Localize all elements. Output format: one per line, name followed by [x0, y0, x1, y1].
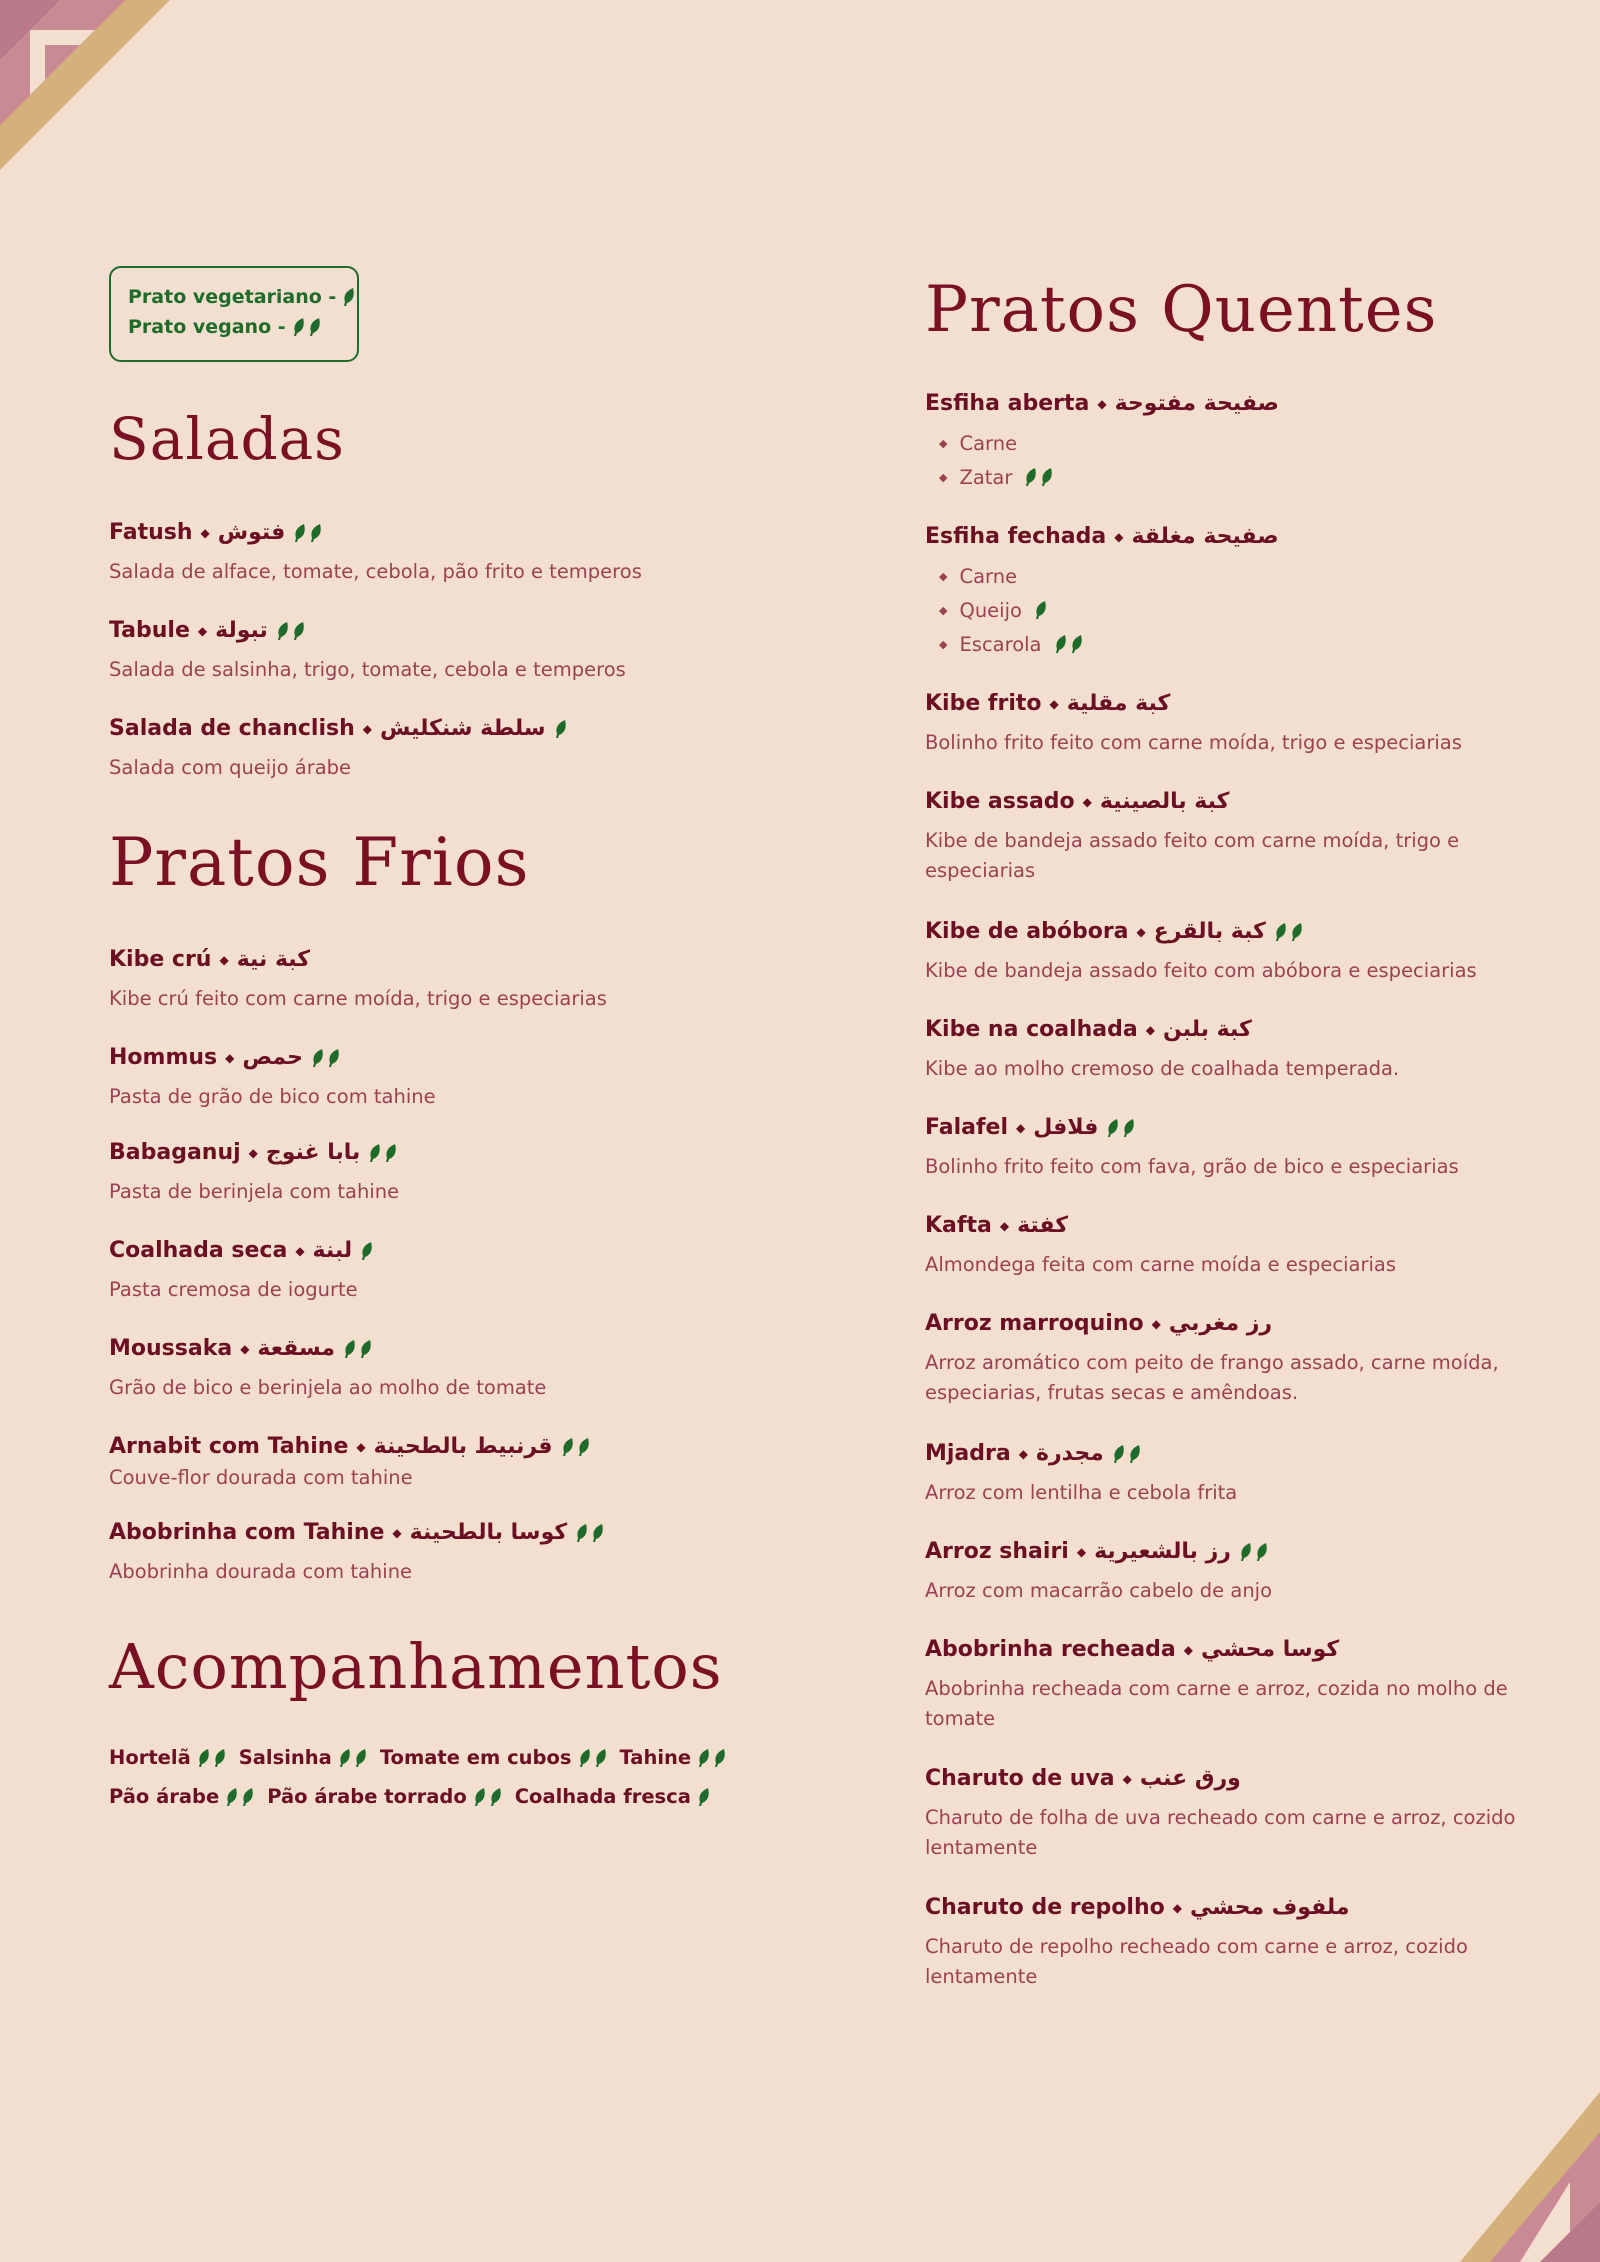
leaf-icons: [1106, 1118, 1136, 1138]
item-name: Tabule: [109, 618, 190, 643]
item-arabic-name: ورق عنب: [1139, 1766, 1241, 1791]
item-name: Mjadra: [925, 1441, 1011, 1466]
item-arabic-name: رز مغربي: [1168, 1311, 1273, 1336]
separator-diamond-icon: ◆: [1136, 925, 1146, 939]
variant-name: Zatar: [959, 465, 1013, 489]
leaf-icons: [697, 1748, 727, 1768]
separator-diamond-icon: ◆: [1183, 1643, 1193, 1657]
leaf-icon: [1024, 467, 1038, 487]
side-item: [109, 1746, 227, 1769]
legend-vegan-label: Prato vegano -: [128, 316, 286, 338]
item-name: Kibe assado: [925, 789, 1075, 814]
variant-name: Carne: [959, 431, 1018, 455]
variant-item: [939, 559, 1525, 593]
item-header: [109, 519, 809, 547]
legend-vegan: [128, 312, 357, 342]
item-header: [109, 1044, 809, 1072]
section-title-acompanhamentos: Acompanhamentos: [109, 1630, 723, 1703]
item-arabic-name: كبة بلبن: [1162, 1017, 1252, 1042]
leaf-icon: [575, 1523, 589, 1543]
leaf-icons: [311, 1048, 341, 1068]
menu-item: [925, 1114, 1525, 1182]
menu-item: [109, 1044, 809, 1112]
menu-item: [925, 1310, 1525, 1408]
leaf-icon: [1040, 467, 1054, 487]
item-description: Charuto de folha de uva recheado com carne e arroz, cozido lentamente: [925, 1806, 1516, 1859]
item-arabic-name: ملفوف محشي: [1189, 1895, 1350, 1920]
menu-item: [109, 617, 809, 685]
item-header: [925, 1440, 1525, 1468]
leaf-icon: [1122, 1118, 1136, 1138]
leaf-icon: [1112, 1444, 1126, 1464]
separator-diamond-icon: ◆: [1122, 1772, 1132, 1786]
item-arabic-name: كبة نية: [236, 947, 311, 972]
menu-item: [925, 918, 1525, 986]
item-name: Kibe na coalhada: [925, 1017, 1138, 1042]
leaf-icon: [225, 1787, 239, 1807]
item-arabic-name: كبة بالقرع: [1153, 919, 1266, 944]
item-arabic-name: فتوش: [217, 520, 286, 545]
menu-item: [925, 1440, 1525, 1508]
item-description: Pasta cremosa de iogurte: [109, 1278, 358, 1301]
separator-diamond-icon: ◆: [356, 1440, 366, 1454]
item-name: Arroz shairi: [925, 1539, 1069, 1564]
separator-diamond-icon: ◆: [362, 722, 372, 736]
separator-diamond-icon: ◆: [1097, 397, 1107, 411]
leaf-icon: [384, 1143, 398, 1163]
leaf-icon: [327, 1048, 341, 1068]
leaf-icon: [1128, 1444, 1142, 1464]
separator-diamond-icon: ◆: [225, 1051, 235, 1065]
leaf-icons: [293, 523, 323, 543]
variant-name: Carne: [959, 564, 1018, 588]
item-arabic-name: حمص: [242, 1045, 303, 1070]
side-item-name: Hortelã: [109, 1746, 191, 1769]
side-item-name: Salsinha: [238, 1746, 332, 1769]
sides-row-1: [109, 1746, 727, 1769]
item-description: Salada de salsinha, trigo, tomate, cebola e temperos: [109, 658, 626, 681]
item-header: [925, 1538, 1525, 1566]
item-header: [925, 1765, 1525, 1793]
item-description: Salada com queijo árabe: [109, 756, 352, 779]
diet-legend: [109, 266, 359, 362]
leaf-icon: [342, 287, 356, 307]
item-arabic-name: بابا غنوج: [265, 1140, 361, 1165]
leaf-icons: [343, 1339, 373, 1359]
item-name: Coalhada seca: [109, 1238, 288, 1263]
leaf-icons: [197, 1748, 227, 1768]
item-arabic-name: كبة مقلية: [1066, 691, 1171, 716]
menu-item: [109, 1139, 809, 1207]
item-description: Abobrinha recheada com carne e arroz, cozida no molho de tomate: [925, 1677, 1508, 1730]
item-description: Arroz com lentilha e cebola frita: [925, 1481, 1238, 1504]
side-item: [380, 1746, 608, 1769]
leaf-icon: [591, 1523, 605, 1543]
leaf-icons: [342, 287, 356, 307]
leaf-icon: [292, 621, 306, 641]
separator-diamond-icon: ◆: [295, 1244, 305, 1258]
leaf-icon: [713, 1748, 727, 1768]
item-arabic-name: صفيحة مفتوحة: [1114, 391, 1279, 416]
variant-item: [939, 627, 1525, 661]
leaf-icon: [360, 1241, 374, 1261]
item-name: Charuto de uva: [925, 1766, 1115, 1791]
item-name: Kibe crú: [109, 947, 212, 972]
leaf-icon: [359, 1339, 373, 1359]
leaf-icons: [1112, 1444, 1142, 1464]
leaf-icon: [1274, 922, 1288, 942]
item-description: Arroz aromático com peito de frango assado, carne moída, especiarias, frutas secas e amêndoas.: [925, 1351, 1499, 1404]
separator-diamond-icon: ◆: [392, 1526, 402, 1540]
separator-diamond-icon: ◆: [1145, 1023, 1155, 1037]
corner-ornament-bottom-right: [1460, 2092, 1600, 2262]
variant-name: Queijo: [959, 598, 1022, 622]
leaf-icon: [1239, 1542, 1253, 1562]
leaf-icons: [578, 1748, 608, 1768]
side-item: [109, 1785, 255, 1808]
item-header: [925, 1114, 1525, 1142]
side-item: [620, 1746, 728, 1769]
item-arabic-name: كوسا بالطحينة: [409, 1520, 568, 1545]
variant-item: [939, 593, 1525, 627]
leaf-icon: [697, 1787, 711, 1807]
item-header: [925, 788, 1525, 816]
item-description: Charuto de repolho recheado com carne e arroz, cozido lentamente: [925, 1935, 1468, 1988]
item-description: Kibe de bandeja assado feito com carne moída, trigo e especiarias: [925, 829, 1460, 882]
item-name: Babaganuj: [109, 1140, 241, 1165]
menu-item-esfiha-aberta: [925, 390, 1525, 494]
leaf-icons: [473, 1787, 503, 1807]
leaf-icons: [368, 1143, 398, 1163]
item-description: Bolinho frito feito com fava, grão de bico e especiarias: [925, 1155, 1459, 1178]
item-description: Pasta de grão de bico com tahine: [109, 1085, 436, 1108]
item-header: [925, 690, 1525, 718]
item-description: Pasta de berinjela com tahine: [109, 1180, 400, 1203]
item-arabic-name: مسقعة: [257, 1336, 336, 1361]
leaf-icon: [308, 317, 322, 337]
item-description: Kibe ao molho cremoso de coalhada temperada.: [925, 1057, 1400, 1080]
leaf-icon: [197, 1748, 211, 1768]
item-header: [925, 1894, 1525, 1922]
menu-item: [109, 1237, 809, 1305]
leaf-icon: [594, 1748, 608, 1768]
separator-diamond-icon: ◆: [248, 1146, 258, 1160]
leaf-icons: [292, 317, 322, 337]
leaf-icon: [473, 1787, 487, 1807]
item-header: [925, 390, 1525, 418]
bullet-diamond-icon: ◆: [939, 637, 948, 651]
side-item: [267, 1785, 503, 1808]
leaf-icons: [360, 1241, 374, 1261]
item-name: Fatush: [109, 520, 193, 545]
section-title-pratos-quentes: Pratos Quentes: [925, 273, 1438, 347]
leaf-icon: [1255, 1542, 1269, 1562]
leaf-icon: [697, 1748, 711, 1768]
legend-vegetarian: [128, 282, 357, 312]
menu-item: [109, 519, 809, 587]
item-header: [925, 1310, 1525, 1338]
corner-ornament-top-left: [0, 0, 170, 170]
separator-diamond-icon: ◆: [219, 953, 229, 967]
item-arabic-name: سلطة شنكليش: [379, 716, 546, 741]
leaf-icon: [276, 621, 290, 641]
item-header: [925, 1636, 1525, 1664]
side-item-name: Pão árabe torrado: [267, 1785, 467, 1808]
leaf-icon: [577, 1437, 591, 1457]
leaf-icons: [1034, 600, 1048, 620]
leaf-icon: [293, 523, 307, 543]
item-description: Kibe crú feito com carne moída, trigo e especiarias: [109, 987, 607, 1010]
item-header: [109, 1519, 809, 1547]
leaf-icon: [561, 1437, 575, 1457]
separator-diamond-icon: ◆: [1151, 1317, 1161, 1331]
item-arabic-name: رز بالشعيرية: [1094, 1539, 1231, 1564]
leaf-icons: [1239, 1542, 1269, 1562]
leaf-icons: [338, 1748, 368, 1768]
leaf-icon: [1054, 634, 1068, 654]
variant-name: Escarola: [959, 632, 1042, 656]
menu-item: [925, 1765, 1525, 1863]
item-name: Charuto de repolho: [925, 1895, 1165, 1920]
leaf-icon: [343, 1339, 357, 1359]
item-header: [109, 617, 809, 645]
separator-diamond-icon: ◆: [1018, 1447, 1028, 1461]
item-name: Arroz marroquino: [925, 1311, 1144, 1336]
item-arabic-name: كفتة: [1017, 1213, 1069, 1238]
item-header: [109, 946, 809, 974]
item-name: Arnabit com Tahine: [109, 1434, 349, 1459]
item-description: Couve-flor dourada com tahine: [109, 1466, 413, 1489]
variant-item: [939, 426, 1525, 460]
separator-diamond-icon: ◆: [1049, 697, 1059, 711]
item-header: [925, 523, 1525, 551]
side-item: [239, 1746, 368, 1769]
item-description: Arroz com macarrão cabelo de anjo: [925, 1579, 1273, 1602]
leaf-icon: [489, 1787, 503, 1807]
menu-item: [925, 1016, 1525, 1084]
separator-diamond-icon: ◆: [240, 1342, 250, 1356]
separator-diamond-icon: ◆: [1016, 1121, 1026, 1135]
item-arabic-name: قرنبيط بالطحينة: [373, 1434, 553, 1459]
leaf-icons: [1054, 634, 1084, 654]
bullet-diamond-icon: ◆: [939, 603, 948, 617]
variant-item: [939, 460, 1525, 494]
item-header: [109, 1433, 809, 1461]
leaf-icon: [368, 1143, 382, 1163]
leaf-icon: [311, 1048, 325, 1068]
separator-diamond-icon: ◆: [1076, 1545, 1087, 1559]
item-arabic-name: صفيحة مغلقة: [1131, 524, 1279, 549]
item-name: Kafta: [925, 1213, 992, 1238]
item-name: Esfiha fechada: [925, 524, 1107, 549]
leaf-icons: [225, 1787, 255, 1807]
leaf-icon: [354, 1748, 368, 1768]
variant-list: [925, 426, 1525, 494]
item-description: Grão de bico e berinjela ao molho de tomate: [109, 1376, 547, 1399]
separator-diamond-icon: ◆: [1082, 795, 1092, 809]
menu-item: [925, 1894, 1525, 1992]
side-item-name: Tomate em cubos: [379, 1746, 572, 1769]
item-header: [925, 1212, 1525, 1240]
item-name: Falafel: [925, 1115, 1009, 1140]
item-name: Esfiha aberta: [925, 391, 1090, 416]
item-description: Kibe de bandeja assado feito com abóbora e especiarias: [925, 959, 1477, 982]
leaf-icon: [1034, 600, 1048, 620]
separator-diamond-icon: ◆: [999, 1219, 1010, 1233]
item-name: Moussaka: [109, 1336, 233, 1361]
leaf-icon: [1070, 634, 1084, 654]
side-item: [515, 1785, 711, 1808]
leaf-icon: [309, 523, 323, 543]
separator-diamond-icon: ◆: [1114, 530, 1124, 544]
legend-vegetarian-label: Prato vegetariano -: [128, 286, 337, 308]
menu-item-esfiha-fechada: [925, 523, 1525, 661]
leaf-icon: [213, 1748, 227, 1768]
leaf-icon: [241, 1787, 255, 1807]
leaf-icons: [1274, 922, 1304, 942]
separator-diamond-icon: ◆: [200, 526, 210, 540]
separator-diamond-icon: ◆: [197, 624, 208, 638]
menu-item: [925, 690, 1525, 758]
section-title-pratos-frios: Pratos Frios: [109, 824, 530, 901]
leaf-icon: [1290, 922, 1304, 942]
menu-item: [109, 715, 809, 783]
leaf-icon: [554, 719, 568, 739]
leaf-icons: [575, 1523, 605, 1543]
menu-item: [925, 1636, 1525, 1734]
bullet-diamond-icon: ◆: [939, 569, 948, 583]
item-name: Kibe frito: [925, 691, 1042, 716]
item-header: [925, 918, 1525, 946]
item-description: Salada de alface, tomate, cebola, pão frito e temperos: [109, 560, 642, 583]
menu-item: [925, 1212, 1525, 1280]
item-arabic-name: كوسا محشي: [1200, 1637, 1340, 1662]
item-arabic-name: فلافل: [1033, 1115, 1099, 1140]
item-name: Kibe de abóbora: [925, 919, 1129, 944]
menu-item: [925, 788, 1525, 886]
leaf-icons: [697, 1787, 711, 1807]
item-name: Salada de chanclish: [109, 716, 355, 741]
item-header: [109, 1335, 809, 1363]
leaf-icon: [338, 1748, 352, 1768]
menu-item: [109, 1433, 809, 1493]
menu-item: [925, 1538, 1525, 1606]
item-description: Abobrinha dourada com tahine: [109, 1560, 413, 1583]
bullet-diamond-icon: ◆: [939, 470, 948, 484]
side-item-name: Tahine: [619, 1746, 692, 1769]
leaf-icon: [578, 1748, 592, 1768]
item-name: Hommus: [109, 1045, 218, 1070]
section-title-saladas: Saladas: [109, 405, 345, 473]
sides-row-2: [109, 1785, 711, 1808]
side-item-name: Coalhada fresca: [514, 1785, 691, 1808]
leaf-icons: [1024, 467, 1054, 487]
menu-item: [109, 1519, 809, 1587]
item-header: [109, 1237, 809, 1265]
leaf-icons: [276, 621, 306, 641]
item-description: Almondega feita com carne moída e especiarias: [925, 1253, 1396, 1276]
item-name: Abobrinha recheada: [925, 1637, 1176, 1662]
leaf-icons: [554, 719, 568, 739]
item-arabic-name: كبة بالصينية: [1099, 789, 1230, 814]
menu-item: [109, 946, 809, 1014]
item-header: [109, 1139, 809, 1167]
bullet-diamond-icon: ◆: [939, 436, 948, 450]
menu-item: [109, 1335, 809, 1403]
variant-list: [925, 559, 1525, 661]
item-name: Abobrinha com Tahine: [109, 1520, 385, 1545]
leaf-icon: [1106, 1118, 1120, 1138]
leaf-icons: [561, 1437, 591, 1457]
item-arabic-name: تبولة: [215, 618, 268, 643]
item-header: [925, 1016, 1525, 1044]
item-arabic-name: مجدرة: [1035, 1441, 1104, 1466]
separator-diamond-icon: ◆: [1172, 1901, 1182, 1915]
side-item-name: Pão árabe: [109, 1785, 220, 1808]
leaf-icon: [292, 317, 306, 337]
item-description: Bolinho frito feito com carne moída, trigo e especiarias: [925, 731, 1462, 754]
item-arabic-name: لبنة: [312, 1238, 353, 1263]
item-header: [109, 715, 809, 743]
